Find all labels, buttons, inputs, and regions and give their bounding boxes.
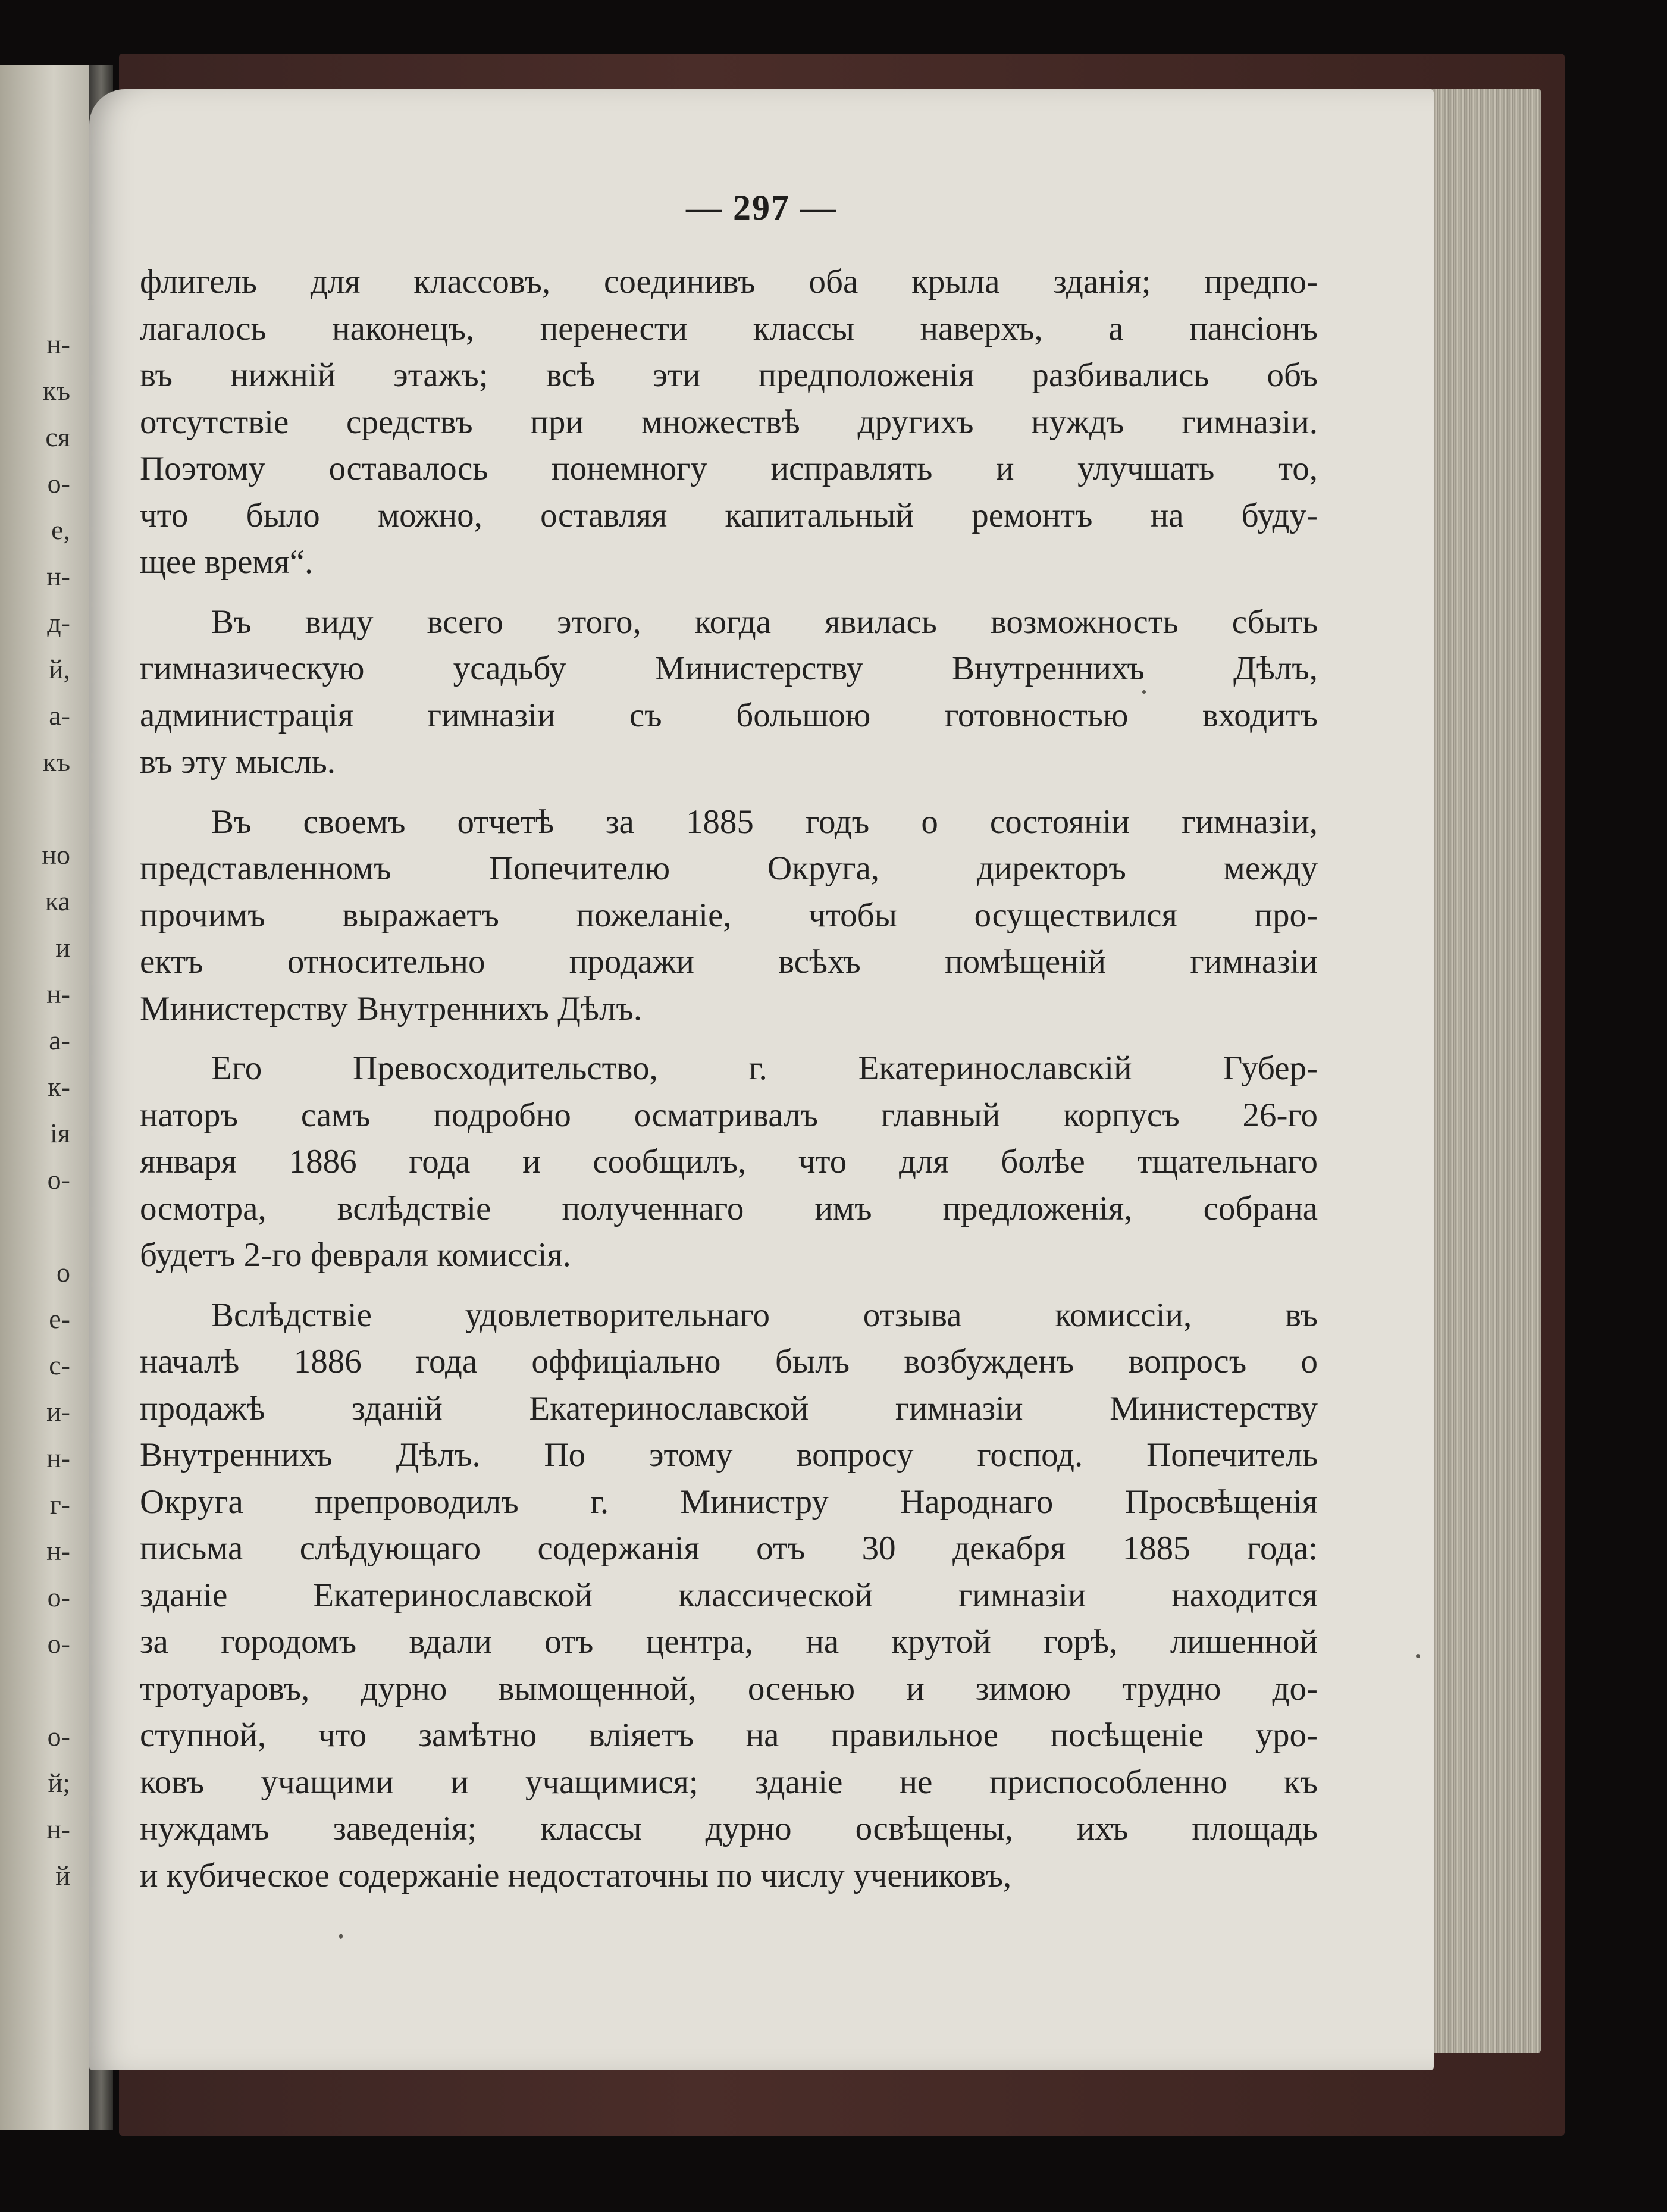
- text-line: что было можно, оставляя капитальный ремонтъ на буду-: [140, 496, 1318, 534]
- previous-page-fragment: но: [42, 839, 70, 870]
- paragraph: [140, 1292, 1318, 1900]
- previous-page-fragment: о: [57, 1257, 70, 1287]
- paragraph: [140, 259, 1318, 586]
- text-line: и кубическое содержаніе недостаточны по числу учениковъ,: [140, 1856, 1012, 1894]
- previous-page-fragment: и: [55, 932, 70, 963]
- previous-page-fragment: н-: [46, 979, 70, 1009]
- text-line: Внутреннихъ Дѣлъ. По этому вопросу господ. Попечитель: [140, 1436, 1318, 1474]
- previous-page-fragment: о-: [47, 1582, 70, 1612]
- text-line: въ эту мысль.: [140, 743, 336, 781]
- paragraph: [140, 799, 1318, 1033]
- text-line: нуждамъ заведенія; классы дурно освѣщены, ихъ площадь: [140, 1810, 1318, 1847]
- previous-page-fragment: а-: [49, 700, 70, 731]
- previous-page-fragment: а-: [49, 1025, 70, 1055]
- text-line: Поэтому оставалось понемногу исправлять и улучшать то,: [140, 450, 1318, 487]
- page-number: — 297 —: [686, 188, 837, 227]
- previous-page-fragment: н-: [46, 1536, 70, 1566]
- previous-page-fragment: къ: [42, 747, 70, 777]
- previous-page-fragment: с-: [49, 1350, 70, 1380]
- previous-page-fragment: к-: [48, 1071, 70, 1102]
- page-body-text: [140, 259, 1318, 1899]
- previous-page-fragment: й;: [48, 1768, 70, 1798]
- previous-page-fragment: о-: [47, 1628, 70, 1659]
- previous-page-fragment: е,: [51, 515, 70, 545]
- previous-page-fragment: н-: [46, 329, 70, 359]
- text-line: началѣ 1886 года оффиціально былъ возбужденъ вопросъ о: [140, 1343, 1318, 1380]
- text-line: за городомъ вдали отъ центра, на крутой горѣ, лишенной: [140, 1623, 1318, 1660]
- text-line: будетъ 2-го февраля комиссія.: [140, 1236, 571, 1274]
- previous-page-fragment: г-: [49, 1489, 70, 1519]
- text-line: Вслѣдствіе удовлетворительнаго отзыва комиссіи, въ: [211, 1296, 1318, 1334]
- book-page: [89, 89, 1434, 2070]
- text-line: продажѣ зданій Екатеринославской гимназіи Министерству: [140, 1389, 1318, 1427]
- page-edges: [1422, 89, 1541, 2053]
- previous-page-fragment: н-: [46, 1814, 70, 1844]
- text-line: флигель для классовъ, соединивъ оба крыла зданія; предпо-: [140, 263, 1318, 300]
- previous-page-fragment: о-: [47, 1164, 70, 1195]
- text-line: Министерству Внутреннихъ Дѣлъ.: [140, 989, 643, 1027]
- text-line: Округа препроводилъ г. Министру Народнаго Просвѣщенія: [140, 1483, 1318, 1521]
- previous-page-fragment: н-: [46, 1443, 70, 1473]
- text-line: Въ своемъ отчетѣ за 1885 годъ о состояніи гимназіи,: [211, 803, 1318, 841]
- text-line: января 1886 года и сообщилъ, что для болѣе тщательнаго: [140, 1143, 1318, 1180]
- previous-page-fragment: и-: [46, 1396, 70, 1427]
- paper-speck: [339, 1934, 343, 1939]
- paragraph: [140, 599, 1318, 786]
- text-line: прочимъ выражаетъ пожеланіе, чтобы осуществился про-: [140, 896, 1318, 934]
- previous-page-fragment: е-: [49, 1304, 70, 1334]
- text-line: отсутствіе средствъ при множествѣ другихъ нуждъ гимназіи.: [140, 403, 1318, 441]
- text-line: письма слѣдующаго содержанія отъ 30 декабря 1885 года:: [140, 1530, 1318, 1567]
- text-line: администрація гимназіи съ большою готовностью входитъ: [140, 696, 1318, 734]
- text-line: лагалось наконецъ, перенести классы наверхъ, а пансіонъ: [140, 309, 1318, 347]
- previous-page-fragment: ія: [50, 1118, 70, 1148]
- text-line: Его Превосходительство, г. Екатеринославскій Губер-: [211, 1049, 1318, 1087]
- text-line: тротуаровъ, дурно вымощенной, осенью и зимою трудно до-: [140, 1669, 1318, 1707]
- previous-page-fragment: [0, 1203, 83, 1249]
- previous-page-fragment: [0, 1667, 83, 1713]
- previous-page: [0, 65, 89, 2130]
- previous-page-fragment: й,: [48, 654, 70, 684]
- text-line: наторъ самъ подробно осматривалъ главный корпусъ 26-го: [140, 1096, 1318, 1134]
- previous-page-fragment: ся: [45, 422, 70, 452]
- paragraph: [140, 1045, 1318, 1279]
- text-line: Въ виду всего этого, когда явилась возможность сбыть: [211, 603, 1318, 641]
- previous-page-fragment: къ: [42, 375, 70, 406]
- paper-speck: [1416, 1654, 1420, 1658]
- previous-page-fragment: й: [55, 1860, 70, 1891]
- text-line: гимназическую усадьбу Министерству Внутреннихъ Дѣлъ,: [140, 650, 1318, 687]
- text-line: ковъ учащими и учащимися; зданіе не приспособленно къ: [140, 1763, 1318, 1801]
- text-line: представленномъ Попечителю Округа, директоръ между: [140, 850, 1318, 887]
- text-line: ектъ относительно продажи всѣхъ помѣщеній гимназіи: [140, 943, 1318, 980]
- text-line: щее время“.: [140, 543, 314, 581]
- previous-page-text-fragments: [0, 321, 83, 1899]
- previous-page-fragment: [0, 785, 83, 832]
- previous-page-fragment: д-: [47, 607, 70, 638]
- previous-page-fragment: о-: [47, 1721, 70, 1752]
- previous-page-fragment: ка: [45, 886, 70, 916]
- text-line: ступной, что замѣтно вліяетъ на правильное посѣщеніе уро-: [140, 1716, 1318, 1754]
- text-line: въ нижній этажъ; всѣ эти предположенія разбивались объ: [140, 356, 1318, 394]
- previous-page-fragment: н-: [46, 561, 70, 591]
- text-line: осмотра, вслѣдствіе полученнаго имъ предложенія, собрана: [140, 1189, 1318, 1227]
- previous-page-fragment: о-: [47, 468, 70, 499]
- text-line: зданіе Екатеринославской классической гимназіи находится: [140, 1576, 1318, 1614]
- paper-speck: [1142, 690, 1146, 694]
